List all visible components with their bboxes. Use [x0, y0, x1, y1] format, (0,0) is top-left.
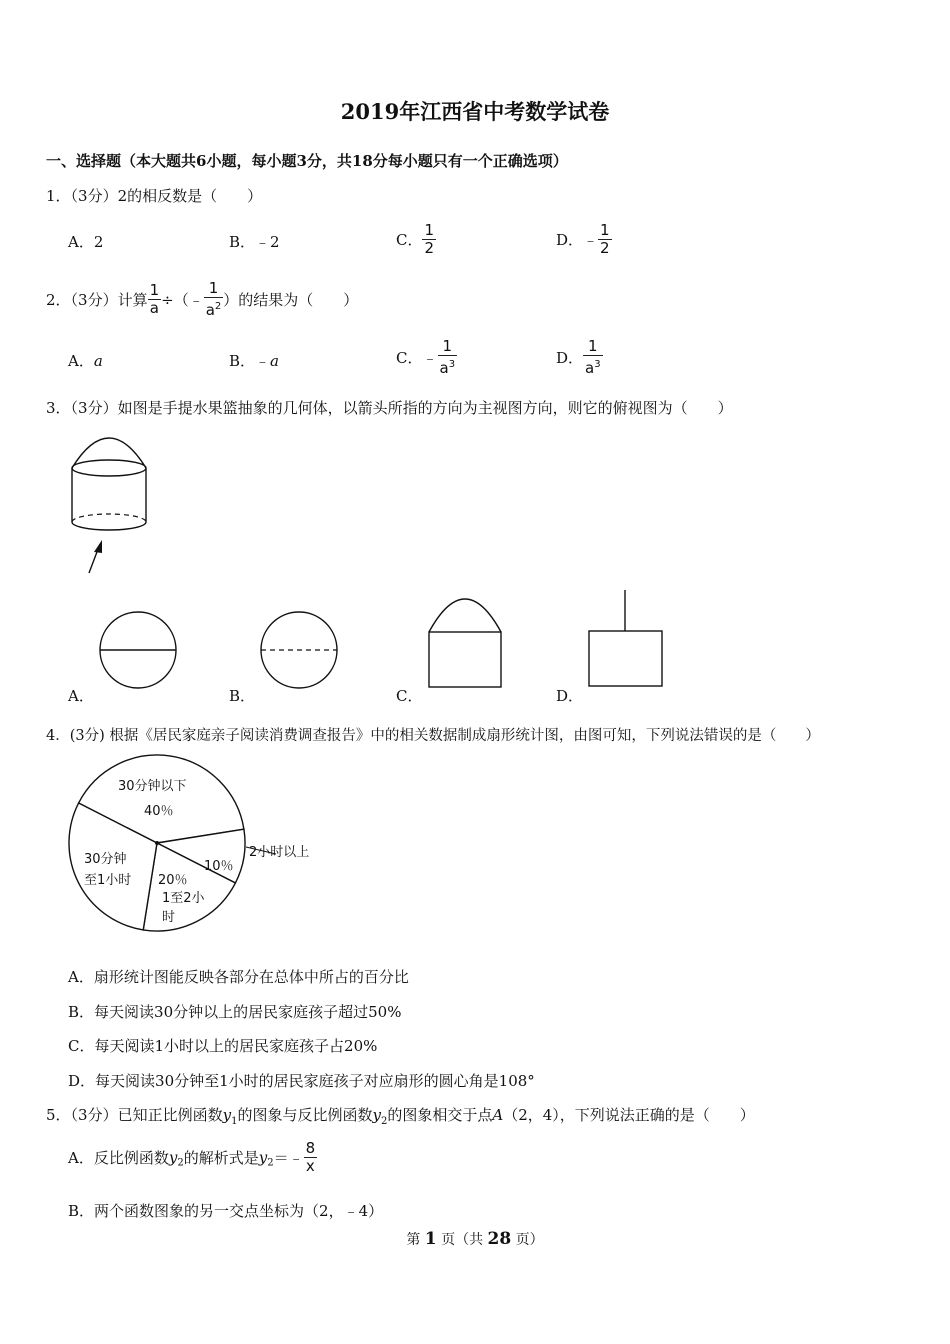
slice-label-1to2h-line2: 时 [162, 910, 176, 925]
slice-label-30min-1h-line1: 30分钟 [84, 852, 127, 867]
slice-label-30min-1h-line2: 至1小时 [84, 873, 132, 888]
page-footer: 第 1 页（共 28 页） [406, 1229, 544, 1249]
q2-option-c: C．﹣ $\frac{1}{a^3}$ [396, 337, 456, 377]
section-heading: 一、选择题（本大题共6小题，每小题3分，共18分每小题只有一个正确选项） [46, 152, 568, 170]
pie-center [155, 841, 159, 845]
q2-stem: 2．（3分）计算 $\frac{1}{a}$ ÷（﹣ $\frac{1}{a^2}$ ）的结果为（ ） [46, 279, 359, 319]
option-c-figure [428, 594, 504, 690]
option-d-figure [588, 590, 664, 690]
q3-option-c: C． [396, 687, 423, 705]
q3-stem: 3．（3分）如图是手提水果篮抽象的几何体，以箭头所指的方向为主视图方向，则它的俯视图为（ ） [46, 399, 733, 417]
q1-stem: 1．（3分）2的相反数是（ ） [46, 187, 263, 205]
option-a-figure [98, 610, 180, 692]
q5-option-a: A．反比例函数$y_2$的解析式是$y_2=﹣$ $\frac{8}{x}$ [68, 1139, 316, 1175]
fraction: $\frac{1}{2}$ [424, 221, 435, 257]
q4-option-a: A．扇形统计图能反映各部分在总体中所占的百分比 [68, 968, 409, 986]
fruit-basket-figure [60, 428, 170, 578]
q4-option-b: B．每天阅读30分钟以上的居民家庭孩子超过50% [68, 1003, 402, 1021]
q3-option-a: A． [68, 687, 94, 705]
q5-stem: 5．（3分）已知正比例函数$y_1$的图象与反比例函数$y_2$的图象相交于点A（2，4），下列说法正确的是（ ） [46, 1106, 755, 1127]
q4-stem: 4．(3分) 根据《居民家庭亲子阅读消费调查报告》中的相关数据制成扇形统计图，由图可知，下列说法错误的是（ ） [46, 728, 820, 744]
q2-option-a: A．a [68, 352, 103, 370]
q1-option-d: D．﹣ $\frac{1}{2}$ [556, 221, 610, 257]
q4-option-d: D．每天阅读30分钟至1小时的居民家庭孩子对应扇形的圆心角是108° [68, 1072, 535, 1090]
q2-option-b: B．﹣a [229, 352, 279, 370]
q3-option-d: D． [556, 687, 584, 705]
q3-option-b: B． [229, 687, 256, 705]
slice-pct-1to2h: 20％ [158, 873, 188, 888]
fraction: $\frac{1}{2}$ [600, 221, 610, 257]
q5-option-b: B．两个函数图象的另一交点坐标为（2，﹣4） [68, 1202, 384, 1220]
paper-title: 2019年江西省中考数学试卷 [340, 99, 610, 124]
option-b-figure [259, 610, 341, 692]
q1-option-b: B．﹣2 [229, 233, 280, 251]
slice-label-2h-above: 2小时以上 [249, 845, 310, 860]
slice-label-30min-below: 30分钟以下 [118, 779, 187, 794]
slice-pct-30min-below: 40％ [144, 804, 174, 819]
q1-option-c: C． $\frac{1}{2}$ [396, 221, 435, 257]
q2-option-d: D． $\frac{1}{a^3}$ [556, 337, 601, 377]
pie-chart [60, 750, 350, 940]
slice-label-1to2h-line1: 1至2小 [162, 891, 205, 906]
q1-option-a: A．2 [68, 233, 104, 251]
slice-pct-2h-above: 10％ [204, 859, 234, 874]
q4-option-c: C．每天阅读1小时以上的居民家庭孩子占20% [68, 1037, 378, 1055]
